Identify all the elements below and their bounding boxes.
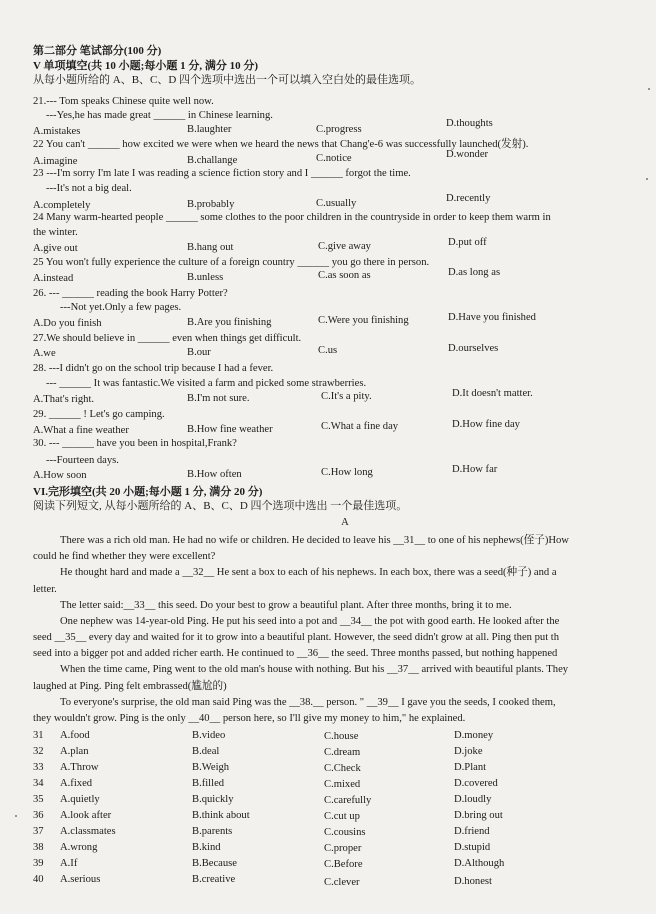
q25-option-c: C.as soon as [318, 270, 371, 281]
q24-option-d: D.put off [448, 237, 487, 248]
cloze-option-a: A.serious [60, 874, 101, 885]
q21-option-c: C.progress [316, 124, 362, 135]
cloze-number: 33 [33, 762, 44, 773]
q26-option-a: A.Do you finish [33, 318, 102, 329]
scan-speck [15, 815, 17, 817]
q25-option-b: B.unless [187, 272, 224, 283]
cloze-option-b: B.kind [192, 842, 221, 853]
q30-option-b: B.How often [187, 469, 242, 480]
cloze-option-a: A.plan [60, 746, 89, 757]
cloze-number: 39 [33, 858, 44, 869]
q29-line1: 29. ______ ! Let's go camping. [33, 409, 165, 420]
scan-speck [646, 178, 648, 180]
q24-line1: 24 Many warm-hearted people ______ some clothes to the poor children in the countryside in order to keep them warm in [33, 212, 551, 223]
q25-option-a: A.instead [33, 273, 74, 284]
passage-line-10: laughed at Ping. Ping felt embrassed(尴尬的) [33, 681, 227, 692]
q30-option-a: A.How soon [33, 470, 87, 481]
cloze-option-c: C.mixed [324, 779, 361, 790]
q27-option-b: B.our [187, 347, 211, 358]
q26-option-b: B.Are you finishing [187, 317, 272, 328]
cloze-option-b: B.think about [192, 810, 250, 821]
cloze-number: 31 [33, 730, 44, 741]
cloze-option-d: D.stupid [454, 842, 491, 853]
q26-option-d: D.Have you finished [448, 312, 536, 323]
cloze-option-c: C.house [324, 731, 359, 742]
passage-line-2: could he find whether they were excellent? [33, 551, 216, 562]
cloze-option-a: A.classmates [60, 826, 116, 837]
section5-instruction: 从每小题所给的 A、B、C、D 四个选项中选出一个可以填入空白处的最佳选项。 [33, 74, 422, 86]
cloze-number: 36 [33, 810, 44, 821]
q23-line1: 23 ---I'm sorry I'm late I was reading a science fiction story and I ______ forgot the time. [33, 168, 411, 179]
passage-line-9: When the time came, Ping went to the old man's house with nothing. But his __37__ arrived with beautiful plants. They [60, 664, 569, 675]
q22-option-c: C.notice [316, 153, 352, 164]
q23-option-c: C.usually [316, 198, 357, 209]
scan-speck [648, 88, 650, 90]
cloze-option-d: D.friend [454, 826, 490, 837]
cloze-number: 37 [33, 826, 44, 837]
cloze-option-c: C.Before [324, 859, 363, 870]
q21-line1: 21.--- Tom speaks Chinese quite well now. [33, 96, 214, 107]
q29-option-b: B.How fine weather [187, 424, 273, 435]
cloze-option-a: A.look after [60, 810, 112, 821]
q23-option-d: D.recently [446, 193, 491, 204]
cloze-option-d: D.covered [454, 778, 498, 789]
section6-title: VI.完形填空(共 20 小题;每小题 1 分, 满分 20 分) [33, 486, 263, 498]
q27-line1: 27.We should believe in ______ even when things get difficult. [33, 333, 302, 344]
q30-option-d: D.How far [452, 464, 498, 475]
q30-option-c: C.How long [321, 467, 373, 478]
q24-option-a: A.give out [33, 243, 78, 254]
q21-line2: ---Yes,he has made great ______ in Chinese learning. [46, 110, 273, 121]
cloze-option-d: D.bring out [454, 810, 503, 821]
cloze-option-c: C.carefully [324, 795, 372, 806]
passage-line-3: He thought hard and made a __32__ He sent a box to each of his nephews. In each box, there was a seed(种子) and a [60, 567, 557, 578]
passage-line-5: The letter said:__33__ this seed. Do your best to grow a beautiful plant. After three months, bring it to me. [60, 600, 512, 611]
q26-line1: 26. --- ______ reading the book Harry Potter? [33, 288, 228, 299]
q26-line2: ---Not yet.Only a few pages. [60, 302, 182, 313]
q29-option-d: D.How fine day [452, 419, 520, 430]
q23-line2: ---It's not a big deal. [46, 183, 132, 194]
cloze-option-c: C.dream [324, 747, 361, 758]
part2-header: 第二部分 笔试部分(100 分) [33, 45, 162, 57]
cloze-option-c: C.cut up [324, 811, 360, 822]
cloze-option-d: D.Plant [454, 762, 487, 773]
q24-option-c: C.give away [318, 241, 371, 252]
cloze-option-a: A.fixed [60, 778, 93, 789]
cloze-option-a: A.Throw [60, 762, 99, 773]
cloze-option-b: B.deal [192, 746, 220, 757]
q28-line2: --- ______ It was fantastic.We visited a farm and picked some strawberries. [46, 378, 367, 389]
cloze-option-a: A.wrong [60, 842, 98, 853]
cloze-option-d: D.joke [454, 746, 483, 757]
passage-line-8: seed into a bigger pot and added richer earth. He continued to __36__ the seed. Three months passed, but nothing happened [33, 648, 558, 659]
cloze-option-b: B.filled [192, 778, 225, 789]
cloze-option-c: C.Check [324, 763, 361, 774]
cloze-option-b: B.Because [192, 858, 238, 869]
q21-option-b: B.laughter [187, 124, 232, 135]
cloze-option-b: B.video [192, 730, 226, 741]
q27-option-a: A.we [33, 348, 56, 359]
q28-line1: 28. ---I didn't go on the school trip because I had a fever. [33, 363, 274, 374]
cloze-number: 40 [33, 874, 44, 885]
q28-option-d: D.It doesn't matter. [452, 388, 533, 399]
passage-label: A [341, 517, 349, 528]
cloze-option-c: C.clever [324, 877, 360, 888]
q22-option-a: A.imagine [33, 156, 78, 167]
q29-option-a: A.What a fine weather [33, 425, 129, 436]
section5-title: V 单项填空(共 10 小题;每小题 1 分, 满分 10 分) [33, 60, 258, 72]
cloze-number: 35 [33, 794, 44, 805]
q28-option-c: C.It's a pity. [321, 391, 372, 402]
q28-option-b: B.I'm not sure. [187, 393, 250, 404]
q22-option-b: B.challange [187, 155, 238, 166]
passage-line-11: To everyone's surprise, the old man said Ping was the __38.__ person. " __39__ I gave you the seeds, I cooked them, [60, 697, 556, 708]
cloze-option-d: D.honest [454, 876, 492, 887]
q21-option-d: D.thoughts [446, 118, 493, 129]
q30-line2: ---Fourteen days. [46, 455, 119, 466]
passage-line-4: letter. [33, 584, 57, 595]
cloze-option-b: B.quickly [192, 794, 234, 805]
cloze-option-b: B.parents [192, 826, 233, 837]
cloze-option-d: D.money [454, 730, 494, 741]
cloze-option-d: D.Although [454, 858, 505, 869]
cloze-number: 38 [33, 842, 44, 853]
passage-line-7: seed __35__ every day and waited for it to grow into a beautiful plant. However, the seed didn't grow at all. Ping then put th [33, 632, 560, 643]
q22-option-d: D.wonder [446, 149, 489, 160]
q28-option-a: A.That's right. [33, 394, 95, 405]
cloze-option-a: A.If [60, 858, 78, 869]
q23-option-b: B.probably [187, 199, 235, 210]
cloze-option-d: D.loudly [454, 794, 492, 805]
q25-line1: 25 You won't fully experience the culture of a foreign country ______ you go there in person. [33, 257, 430, 268]
section6-instruction: 阅读下列短文, 从每小题所给的 A、B、C、D 四个选项中选出 一个最佳选项。 [33, 500, 408, 512]
cloze-option-c: C.cousins [324, 827, 366, 838]
passage-line-6: One nephew was 14-year-old Ping. He put his seed into a pot and __34__ the pot with good earth. He looked after the [60, 616, 560, 627]
q23-option-a: A.completely [33, 200, 91, 211]
q30-line1: 30. --- ______ have you been in hospital,Frank? [33, 438, 237, 449]
cloze-number: 32 [33, 746, 44, 757]
q29-option-c: C.What a fine day [321, 421, 399, 432]
q27-option-c: C.us [318, 345, 338, 356]
cloze-option-b: B.Weigh [192, 762, 230, 773]
q26-option-c: C.Were you finishing [318, 315, 409, 326]
passage-line-12: they wouldn't grow. Ping is the only __40__ person here, so I'll give my money to him," he explained. [33, 713, 466, 724]
cloze-option-c: C.proper [324, 843, 362, 854]
q24-line2: the winter. [33, 227, 78, 238]
cloze-number: 34 [33, 778, 44, 789]
q27-option-d: D.ourselves [448, 343, 499, 354]
cloze-option-a: A.quietly [60, 794, 100, 805]
q25-option-d: D.as long as [448, 267, 501, 278]
q24-option-b: B.hang out [187, 242, 234, 253]
q22-line1: 22 You can't ______ how excited we were when we heard the news that Chang'e-6 was successfully launched(发射). [33, 139, 529, 150]
q21-option-a: A.mistakes [33, 126, 81, 137]
cloze-option-b: B.creative [192, 874, 236, 885]
passage-line-1: There was a rich old man. He had no wife or children. He decided to leave his __31__ to one of his nephews(侄子)How [60, 535, 569, 546]
cloze-option-a: A.food [60, 730, 90, 741]
